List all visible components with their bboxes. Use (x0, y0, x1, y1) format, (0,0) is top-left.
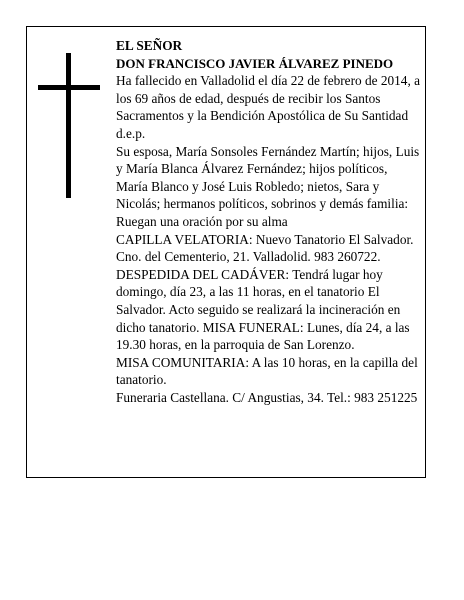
wake-chapel-info: CAPILLA VELATORIA: Nuevo Tanatorio El Salvador. Cno. del Cementerio, 21. Valladolid. 983 260722. (116, 231, 414, 265)
funeral-details: DESPEDIDA DEL CADÁVER: Tendrá lugar hoy domingo, día 23, a las 11 horas, en el tanatorio El Salvador. Acto seguido se realizará la incineración en dicho tanatorio. MISA FUNERAL: Lunes, día 24, a las 19.30 horas, en la parroquia de San Lorenzo. (116, 266, 410, 353)
obituary-title: EL SEÑOR (116, 38, 183, 53)
community-mass-info: MISA COMUNITARIA: A las 10 horas, en la capilla del tanatorio. (116, 354, 418, 388)
cross-vertical-bar (66, 53, 71, 198)
funeral-home-contact: Funeraria Castellana. C/ Angustias, 34. Tel.: 983 251225 (116, 389, 418, 405)
deceased-name: DON FRANCISCO JAVIER ÁLVAREZ PINEDO (116, 55, 394, 71)
cross-horizontal-bar (38, 85, 100, 90)
family-list: Su esposa, María Sonsoles Fernández Martín; hijos, Luis y María Blanca Álvarez Fernández; hijos políticos, María Blanco y José Luis Robledo; nietos, Sara y Nicolás; hermanos políticos, sobrinos y demás familia: (116, 143, 420, 212)
prayer-request: Ruegan una oración por su alma (116, 213, 288, 229)
death-announcement: Ha fallecido en Valladolid el día 22 de febrero de 2014, a los 69 años de edad, después de recibir los Santos Sacramentos y la Bendición Apostólica de Su Santidad d.e.p. (116, 73, 420, 141)
obituary-text (116, 37, 422, 406)
cross-icon (38, 53, 100, 198)
